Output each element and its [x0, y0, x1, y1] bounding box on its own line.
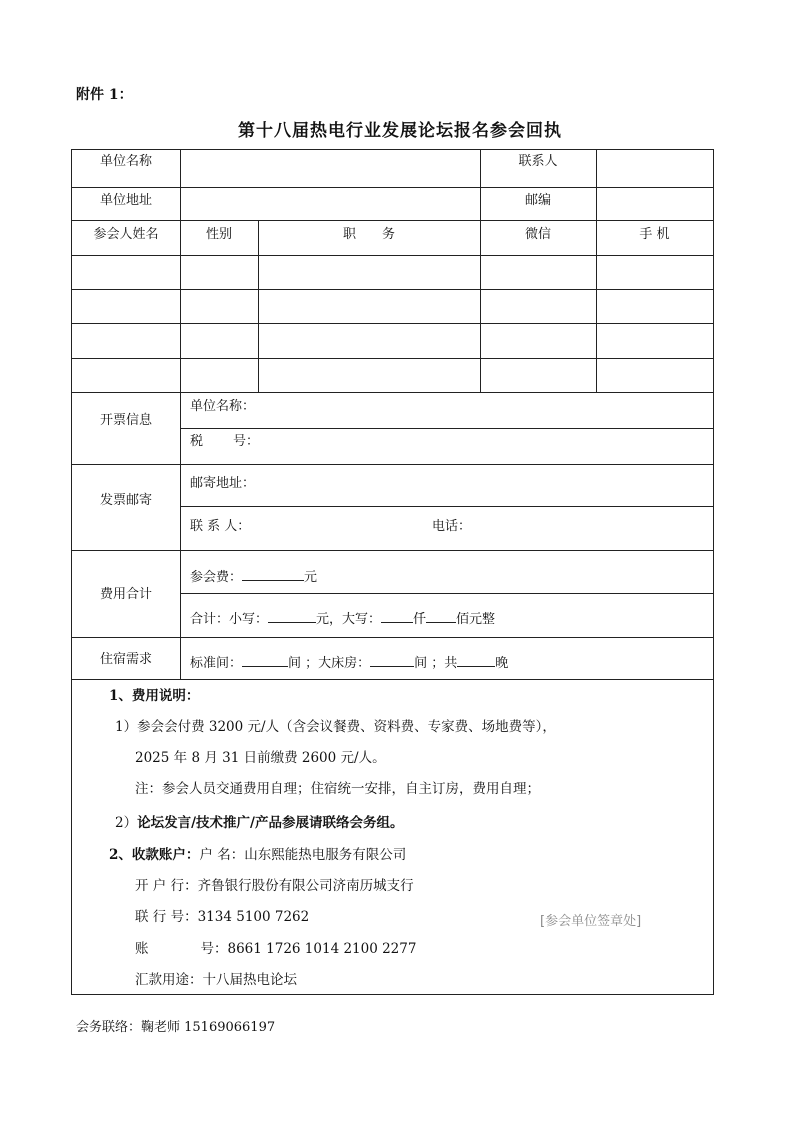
footer-contact: 会务联络：鞠老师 15169066197: [76, 1020, 276, 1035]
label-invoice-info: 开票信息: [99, 413, 152, 428]
label-postcode: 邮编: [524, 193, 551, 208]
mailing-phone: 电话：: [432, 519, 472, 534]
attachment-label: 附件 1：: [76, 87, 133, 103]
total-small-blank[interactable]: [268, 608, 316, 623]
label-unit-name: 单位名称: [99, 154, 152, 169]
fee-blank[interactable]: [242, 566, 304, 581]
label-invoice-mailing: 发票邮寄: [99, 493, 152, 508]
total-hundred-blank[interactable]: [426, 608, 456, 623]
unit-address-field[interactable]: [180, 195, 480, 215]
total-line: 合计：小写： 元，大写： 仟 佰元整: [190, 608, 495, 628]
invoice-tax-no: 税 号：: [190, 434, 260, 449]
note-bank-code: 联 行 号：3134 5100 7262: [135, 909, 310, 925]
col-wechat: 微信: [524, 227, 551, 242]
attendee-row[interactable]: [72, 256, 713, 289]
label-contact: 联系人: [518, 154, 558, 169]
total-thousand-blank[interactable]: [381, 608, 413, 623]
note-fee-line2: 2025 年 8 月 31 日前缴费 2600 元/人。: [135, 750, 386, 766]
mailing-contact: 联 系 人：: [190, 519, 251, 534]
label-fee-total: 费用合计: [99, 587, 152, 602]
note-account: 2、收款账户：户 名：山东熙能热电服务有限公司: [109, 847, 407, 863]
seal-placeholder: [参会单位签章处]: [540, 914, 642, 929]
standard-room-blank[interactable]: [242, 652, 288, 667]
note-fee-line1: 1）参会会付费 3200 元/人（含会议餐费、资料费、专家费、场地费等），: [115, 719, 556, 735]
attendee-row[interactable]: [72, 324, 713, 358]
col-mobile: 手 机: [639, 227, 670, 242]
registration-form: [71, 149, 714, 995]
col-attendee-name: 参会人姓名: [93, 227, 159, 242]
invoice-unit-name: 单位名称：: [190, 399, 256, 414]
note-forum: 2）论坛发言/技术推广/产品参展请联络会务组。: [115, 815, 404, 831]
col-gender: 性别: [205, 227, 232, 242]
label-unit-address: 单位地址: [99, 193, 152, 208]
page-title: 第十八届热电行业发展论坛报名参会回执: [238, 121, 562, 141]
col-position: 职 务: [342, 227, 395, 242]
nights-blank[interactable]: [457, 652, 495, 667]
lodging-line: 标准间： 间 ；大床房： 间 ；共 晚: [190, 652, 508, 672]
note-fee-heading: 1、费用说明：: [109, 688, 200, 704]
unit-name-field[interactable]: [180, 160, 480, 180]
note-fee-line3: 注：参会人员交通费用自理；住宿统一安排，自主订房，费用自理；: [135, 781, 540, 797]
label-lodging: 住宿需求: [99, 652, 152, 667]
note-remittance-purpose: 汇款用途：十八届热电论坛: [135, 972, 297, 988]
mailing-address: 邮寄地址：: [190, 476, 256, 491]
note-bank: 开 户 行：齐鲁银行股份有限公司济南历城支行: [135, 878, 414, 894]
attendee-row[interactable]: [72, 290, 713, 323]
king-room-blank[interactable]: [370, 652, 414, 667]
contact-field[interactable]: [596, 160, 713, 180]
note-account-no: 账 号：8661 1726 1014 2100 2277: [135, 941, 417, 957]
attendee-row[interactable]: [72, 359, 713, 392]
postcode-field[interactable]: [596, 195, 713, 215]
fee-line: 参会费： 元: [190, 566, 317, 586]
